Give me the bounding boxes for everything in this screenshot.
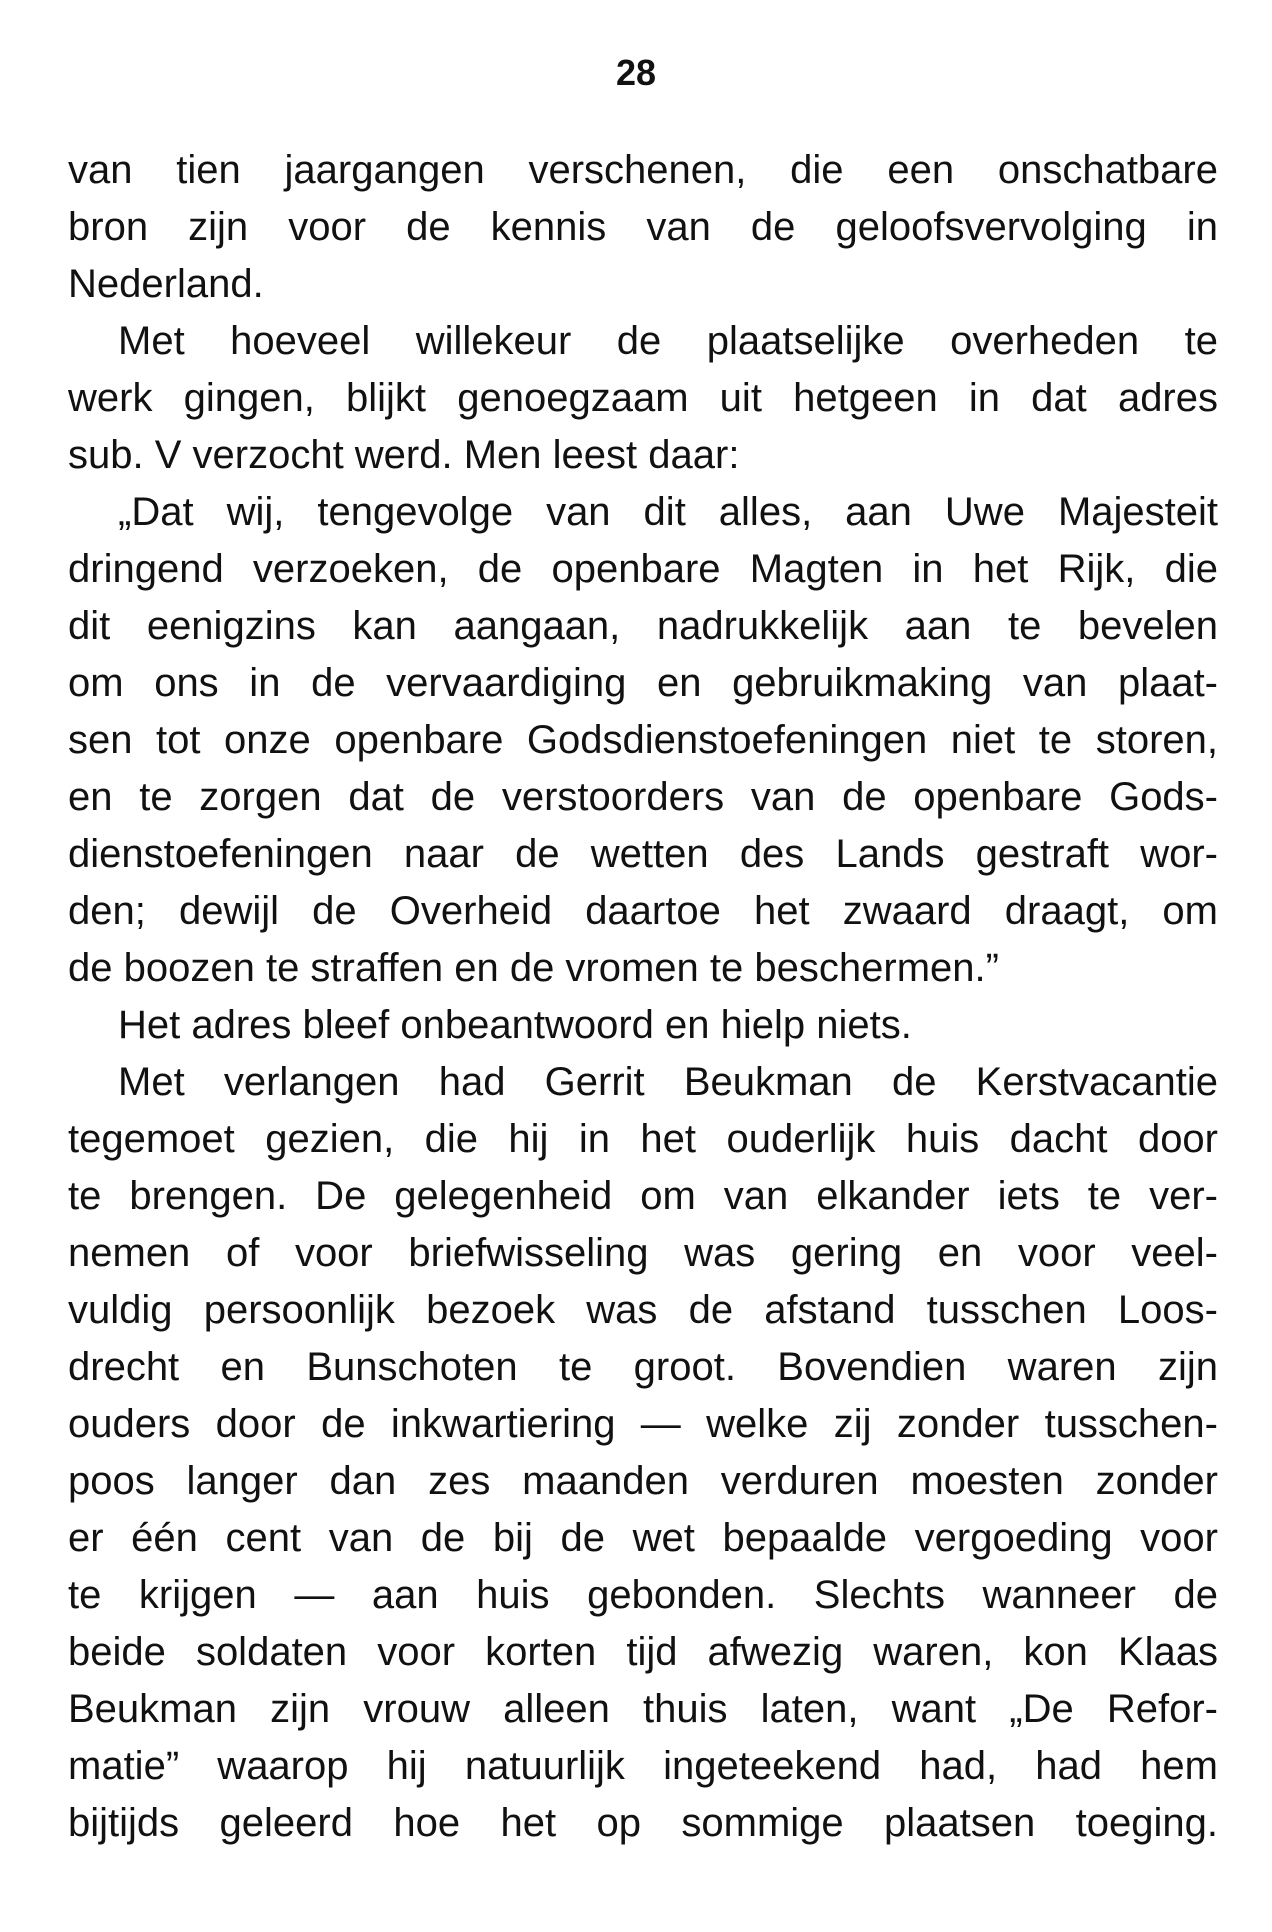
text-line: bron zijn voor de kennis van de geloofsvervolging in <box>68 205 1218 249</box>
text-line: nemen of voor briefwisseling was gering en voor veel- <box>68 1231 1218 1275</box>
text-line: Beukman zijn vrouw alleen thuis laten, want „De Refor- <box>68 1687 1218 1731</box>
text-line: werk gingen, blijkt genoegzaam uit hetgeen in dat adres <box>68 376 1218 420</box>
text-line: sen tot onze openbare Godsdienstoefeningen niet te storen, <box>68 718 1218 762</box>
text-line: Met verlangen had Gerrit Beukman de Kerstvacantie <box>118 1060 1218 1104</box>
text-line: dienstoefeningen naar de wetten des Lands gestraft wor- <box>68 832 1218 876</box>
text-line: om ons in de vervaardiging en gebruikmaking van plaat- <box>68 661 1218 705</box>
text-line: te brengen. De gelegenheid om van elkander iets te ver- <box>68 1174 1218 1218</box>
body-text <box>68 142 1218 1852</box>
text-line: ouders door de inkwartiering — welke zij zonder tusschen- <box>68 1402 1218 1446</box>
text-line: bijtijds geleerd hoe het op sommige plaatsen toeging. <box>68 1801 1218 1845</box>
text-line: Nederland. <box>68 262 264 306</box>
text-line: en te zorgen dat de verstoorders van de openbare Gods- <box>68 775 1218 819</box>
text-line: te krijgen — aan huis gebonden. Slechts wanneer de <box>68 1573 1218 1617</box>
text-line: tegemoet gezien, die hij in het ouderlijk huis dacht door <box>68 1117 1218 1161</box>
page-number: 28 <box>615 52 657 93</box>
text-line: poos langer dan zes maanden verduren moesten zonder <box>68 1459 1218 1503</box>
text-line: sub. V verzocht werd. Men leest daar: <box>68 433 740 477</box>
text-line: Met hoeveel willekeur de plaatselijke overheden te <box>118 319 1218 363</box>
text-line: den; dewijl de Overheid daartoe het zwaard draagt, om <box>68 889 1218 933</box>
text-line: matie” waarop hij natuurlijk ingeteekend had, had hem <box>68 1744 1218 1788</box>
text-line: drecht en Bunschoten te groot. Bovendien waren zijn <box>68 1345 1218 1389</box>
text-line: „Dat wij, tengevolge van dit alles, aan Uwe Majesteit <box>118 490 1218 534</box>
text-line: dringend verzoeken, de openbare Magten in het Rijk, die <box>68 547 1218 591</box>
text-line: er één cent van de bij de wet bepaalde vergoeding voor <box>68 1516 1218 1560</box>
text-line: dit eenigzins kan aangaan, nadrukkelijk aan te bevelen <box>68 604 1218 648</box>
text-line: beide soldaten voor korten tijd afwezig waren, kon Klaas <box>68 1630 1218 1674</box>
text-line: Het adres bleef onbeantwoord en hielp niets. <box>118 1003 912 1047</box>
text-line: van tien jaargangen verschenen, die een onschatbare <box>68 148 1218 192</box>
text-line: vuldig persoonlijk bezoek was de afstand tusschen Loos- <box>68 1288 1218 1332</box>
text-line: de boozen te straffen en de vromen te beschermen.” <box>68 946 999 990</box>
